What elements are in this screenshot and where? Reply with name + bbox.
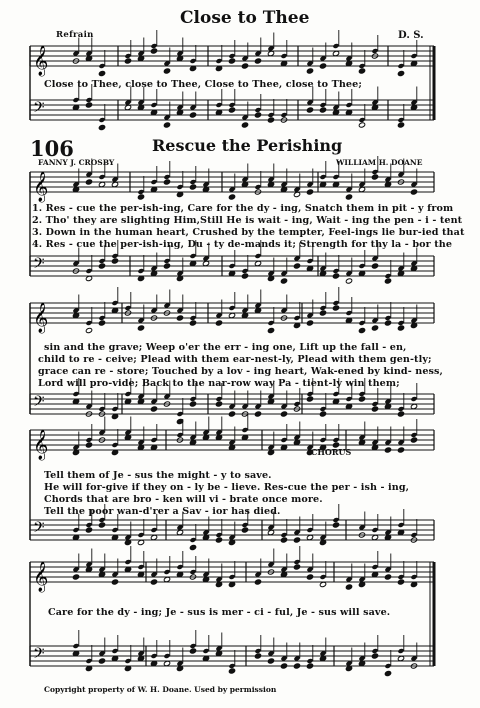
notehead: [176, 315, 183, 321]
author-credit: FANNY J. CROSBY: [38, 158, 115, 167]
treble-clef-icon: 𝄞: [33, 562, 49, 592]
notehead: [254, 112, 261, 118]
notehead: [215, 320, 222, 326]
notehead: [98, 658, 105, 664]
notehead: [306, 189, 313, 195]
notehead: [397, 579, 404, 585]
notehead: [163, 122, 170, 128]
treble-clef-icon: 𝄞: [33, 303, 49, 333]
notehead: [228, 194, 235, 200]
verse-line: Care for the dy - ing; Je - sus is mer - ci - ful, Je - sus will save.: [48, 607, 391, 618]
notehead: [150, 579, 157, 585]
notehead: [98, 320, 105, 326]
verse-line: sin and the grave; Weep o'er the err - ing one, Lift up the fall - en,: [44, 342, 407, 353]
bass-clef-icon: 𝄢: [33, 255, 45, 276]
notehead: [241, 63, 248, 69]
notehead: [241, 122, 248, 128]
notehead: [306, 68, 313, 74]
verse-line: 3. Down in the human heart, Crushed by the tempter, Feel-ings lie bur-ied that: [32, 227, 465, 238]
treble-clef-icon: 𝄞: [33, 430, 49, 460]
notehead: [267, 117, 274, 123]
notehead: [306, 107, 313, 113]
notehead: [280, 411, 287, 417]
notehead: [293, 663, 300, 669]
notehead: [163, 179, 170, 185]
notehead: [85, 442, 92, 448]
chorus-label: CHORUS: [311, 447, 352, 457]
verse-line: Tell them of Je - sus the might - y to save.: [44, 470, 272, 481]
notehead: [137, 325, 144, 331]
notehead: [384, 447, 391, 453]
notehead: [280, 278, 287, 284]
notehead: [319, 63, 326, 69]
composer-credit: WILLIAM H. DOANE: [336, 158, 423, 167]
notehead: [111, 258, 118, 264]
notehead: [137, 194, 144, 200]
verse-line: 1. Res - cue the per-ish-ing, Care for the dy - ing, Snatch them in pit - y from: [32, 203, 454, 214]
notehead: [189, 648, 196, 654]
hymn-title: Rescue the Perishing: [152, 136, 343, 155]
notehead: [332, 273, 339, 279]
notehead: [189, 545, 196, 551]
notehead: [319, 107, 326, 113]
notehead: [332, 522, 339, 528]
notehead: [358, 68, 365, 74]
notehead: [85, 102, 92, 108]
notehead: [85, 527, 92, 533]
notehead: [293, 263, 300, 269]
notehead: [241, 273, 248, 279]
notehead: [410, 437, 417, 443]
notehead: [397, 71, 404, 77]
notehead: [293, 564, 300, 570]
notehead: [215, 401, 222, 407]
notehead: [384, 671, 391, 677]
notehead: [410, 189, 417, 195]
refrain-label: Refrain: [56, 30, 94, 40]
verse-line: grace can re - store; Touched by a lov - ing heart, Wak-ened by kind- ness,: [38, 366, 443, 377]
bass-clef-icon: 𝄢: [33, 519, 45, 540]
notehead: [85, 179, 92, 185]
verse-line: child to re - ceive; Plead with them ear-nest-ly, Plead with them gen-tly;: [38, 354, 432, 365]
notehead: [98, 522, 105, 528]
notehead: [189, 184, 196, 190]
notehead: [306, 663, 313, 669]
notehead: [306, 396, 313, 402]
notehead: [228, 107, 235, 113]
verse-line: Chords that are bro - ken will vi - brate once more.: [44, 494, 323, 505]
notehead: [345, 584, 352, 590]
notehead: [306, 320, 313, 326]
notehead: [163, 68, 170, 74]
notehead: [267, 328, 274, 334]
notehead: [371, 653, 378, 659]
notehead: [384, 320, 391, 326]
notehead: [150, 406, 157, 412]
hymn-number: 106: [30, 136, 74, 161]
notehead: [189, 112, 196, 118]
notehead: [319, 310, 326, 316]
bass-clef-icon: 𝄢: [33, 99, 45, 120]
notehead: [111, 579, 118, 585]
bass-clef-icon: 𝄢: [33, 645, 45, 666]
notehead: [397, 122, 404, 128]
notehead: [358, 396, 365, 402]
notehead: [163, 263, 170, 269]
notehead: [371, 325, 378, 331]
notehead: [371, 174, 378, 180]
notehead: [293, 537, 300, 543]
notehead: [397, 325, 404, 331]
refrain-lyric: Close to Thee, close to Thee, Close to Thee, close to Thee;: [44, 79, 362, 90]
treble-clef-icon: 𝄞: [33, 172, 49, 202]
verse-line: Tell the poor wan-d'rer a Sav - ior has died.: [44, 506, 281, 517]
notehead: [280, 663, 287, 669]
notehead: [371, 263, 378, 269]
notehead: [306, 574, 313, 580]
verse-line: Lord will pro-vide; Back to the nar-row way Pa - tient-ly win them;: [38, 378, 400, 389]
notehead: [189, 401, 196, 407]
notehead: [241, 527, 248, 533]
notehead: [215, 537, 222, 543]
treble-clef-icon: 𝄞: [33, 46, 49, 76]
notehead: [85, 328, 92, 334]
notehead: [189, 320, 196, 326]
notehead: [254, 579, 261, 585]
notehead: [358, 328, 365, 334]
notehead: [254, 58, 261, 64]
notehead: [228, 58, 235, 64]
notehead: [98, 263, 105, 269]
notehead: [345, 278, 352, 284]
notehead: [228, 411, 235, 417]
bass-clef-icon: 𝄢: [33, 393, 45, 414]
notehead: [254, 653, 261, 659]
notehead: [124, 58, 131, 64]
notehead: [332, 305, 339, 311]
notehead: [371, 406, 378, 412]
notehead: [384, 574, 391, 580]
verse-line: He will for-give if they on - ly be - lieve. Res-cue the per - ish - ing,: [44, 482, 410, 493]
notehead: [254, 411, 261, 417]
notehead: [384, 278, 391, 284]
notehead: [228, 668, 235, 674]
notehead: [280, 537, 287, 543]
notehead: [397, 411, 404, 417]
notehead: [397, 447, 404, 453]
refrain-title: Close to Thee: [180, 8, 310, 28]
notehead: [98, 125, 105, 131]
notehead: [72, 574, 79, 580]
notehead: [150, 48, 157, 54]
notehead: [319, 411, 326, 417]
copyright-notice: Copyright property of W. H. Doane. Used by permission: [44, 685, 277, 694]
verse-line: 4. Res - cue the per-ish-ing, Du - ty de-mands it; Strength for thy la - bor the: [32, 239, 453, 250]
notehead: [267, 658, 274, 664]
verse-line: 2. Tho' they are slighting Him,Still He is wait - ing, Wait - ing the pen - i - tent: [32, 215, 463, 226]
notehead: [358, 122, 365, 128]
dal-segno-mark: D. S.: [398, 30, 424, 41]
notehead: [98, 71, 105, 77]
notehead: [345, 194, 352, 200]
